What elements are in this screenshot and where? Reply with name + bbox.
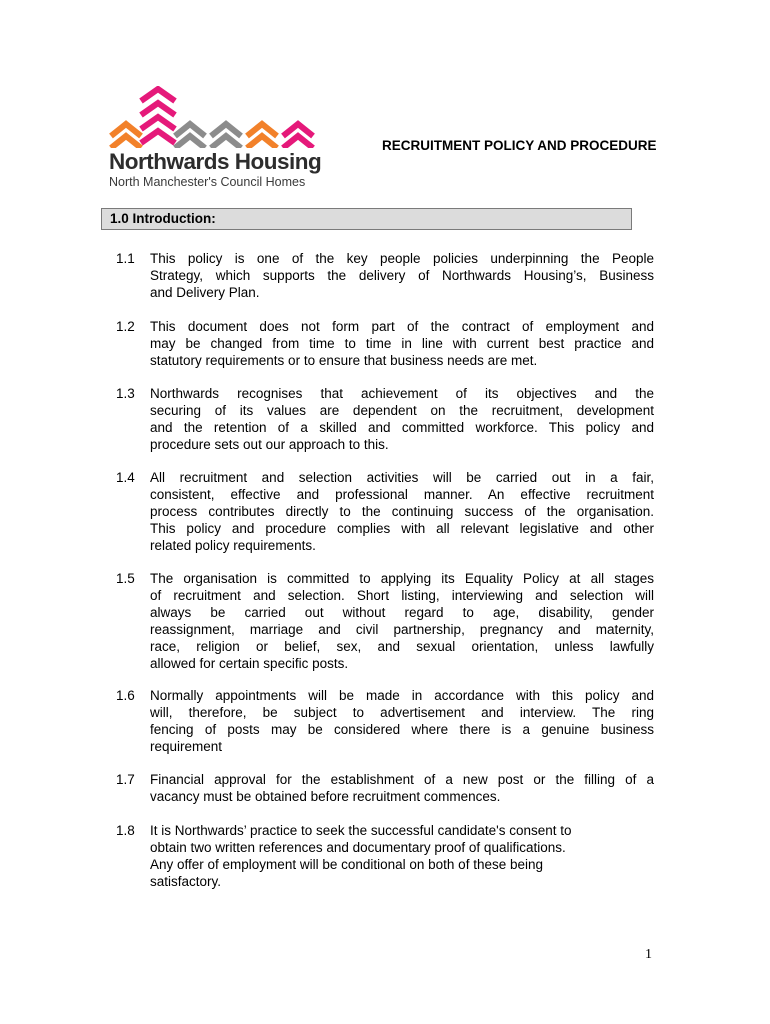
- paragraph-line: requirement: [150, 739, 223, 754]
- paragraph-1-6: [116, 687, 654, 755]
- paragraph-text: [150, 250, 654, 301]
- paragraph-text: [150, 318, 654, 369]
- paragraph-1-5: [116, 570, 654, 672]
- paragraph-line: All recruitment and selection activities will be carried out in a fair,: [150, 470, 654, 485]
- paragraph-line: Northwards recognises that achievement of its objectives and the: [150, 386, 654, 401]
- paragraph-line: reassignment, marriage and civil partnership, pregnancy and maternity,: [150, 622, 654, 637]
- paragraph-line: procedure sets out our approach to this.: [150, 437, 389, 452]
- paragraph-line: Normally appointments will be made in accordance with this policy and: [150, 688, 654, 703]
- paragraph-number: 1.2: [116, 319, 135, 334]
- paragraph-line: Any offer of employment will be conditional on both of these being: [150, 857, 543, 872]
- logo-name: Northwards Housing: [109, 149, 322, 174]
- paragraph-line: always be carried out without regard to age, disability, gender: [150, 605, 654, 620]
- paragraph-line: Financial approval for the establishment of a new post or the filling of a: [150, 772, 654, 787]
- paragraph-1-4: [116, 469, 654, 554]
- northwards-housing-logo: [108, 86, 322, 192]
- paragraph-line: may be changed from time to time in line with current best practice and: [150, 336, 654, 351]
- paragraph-text: [150, 822, 654, 890]
- paragraph-line: securing of its values are dependent on the recruitment, development: [150, 403, 654, 418]
- page-number: 1: [645, 947, 652, 962]
- paragraph-line: statutory requirements or to ensure that business needs are met.: [150, 353, 538, 368]
- paragraph-line: race, religion or belief, sex, and sexual orientation, unless lawfully: [150, 639, 654, 654]
- paragraph-text: [150, 570, 654, 672]
- paragraph-line: will, therefore, be subject to advertisement and interview. The ring: [150, 705, 654, 720]
- logo-tagline: North Manchester's Council Homes: [109, 175, 306, 189]
- section-title: 1.0 Introduction:: [110, 211, 216, 226]
- paragraph-number: 1.5: [116, 571, 135, 586]
- paragraph-1-7: [116, 771, 654, 805]
- paragraph-line: This policy is one of the key people policies underpinning the People: [150, 251, 654, 266]
- paragraph-line: related policy requirements.: [150, 538, 316, 553]
- paragraph-line: of recruitment and selection. Short listing, interviewing and selection will: [150, 588, 654, 603]
- paragraph-1-2: [116, 318, 654, 369]
- chevron-logo-icon: [108, 86, 318, 148]
- paragraph-line: and the retention of a skilled and committed workforce. This policy and: [150, 420, 654, 435]
- paragraph-line: consistent, effective and professional manner. An effective recruitment: [150, 487, 654, 502]
- paragraph-number: 1.1: [116, 251, 135, 266]
- paragraph-line: fencing of posts may be considered where there is a genuine business: [150, 722, 654, 737]
- document-title: RECRUITMENT POLICY AND PROCEDURE: [382, 138, 657, 153]
- paragraph-1-1: [116, 250, 654, 301]
- paragraph-line: obtain two written references and documentary proof of qualifications.: [150, 840, 566, 855]
- paragraph-text: [150, 469, 654, 554]
- paragraph-1-3: [116, 385, 654, 453]
- paragraph-line: allowed for certain specific posts.: [150, 656, 349, 671]
- paragraph-number: 1.7: [116, 772, 135, 787]
- paragraph-number: 1.6: [116, 688, 135, 703]
- paragraph-line: The organisation is committed to applying its Equality Policy at all stages: [150, 571, 654, 586]
- paragraph-line: process contributes directly to the continuing success of the organisation.: [150, 504, 654, 519]
- paragraph-number: 1.3: [116, 386, 135, 401]
- paragraph-number: 1.8: [116, 823, 135, 838]
- section-header: [101, 208, 632, 230]
- paragraph-line: vacancy must be obtained before recruitment commences.: [150, 789, 501, 804]
- paragraph-line: satisfactory.: [150, 874, 222, 889]
- paragraph-line: It is Northwards’ practice to seek the successful candidate's consent to: [150, 823, 572, 838]
- paragraph-line: Strategy, which supports the delivery of Northwards Housing’s, Business: [150, 268, 654, 283]
- paragraph-text: [150, 771, 654, 805]
- paragraph-1-8: [116, 822, 654, 890]
- paragraph-text: [150, 687, 654, 755]
- paragraph-line: This document does not form part of the contract of employment and: [150, 319, 654, 334]
- paragraph-text: [150, 385, 654, 453]
- paragraph-number: 1.4: [116, 470, 135, 485]
- paragraph-line: and Delivery Plan.: [150, 285, 260, 300]
- paragraph-line: This policy and procedure complies with all relevant legislative and other: [150, 521, 654, 536]
